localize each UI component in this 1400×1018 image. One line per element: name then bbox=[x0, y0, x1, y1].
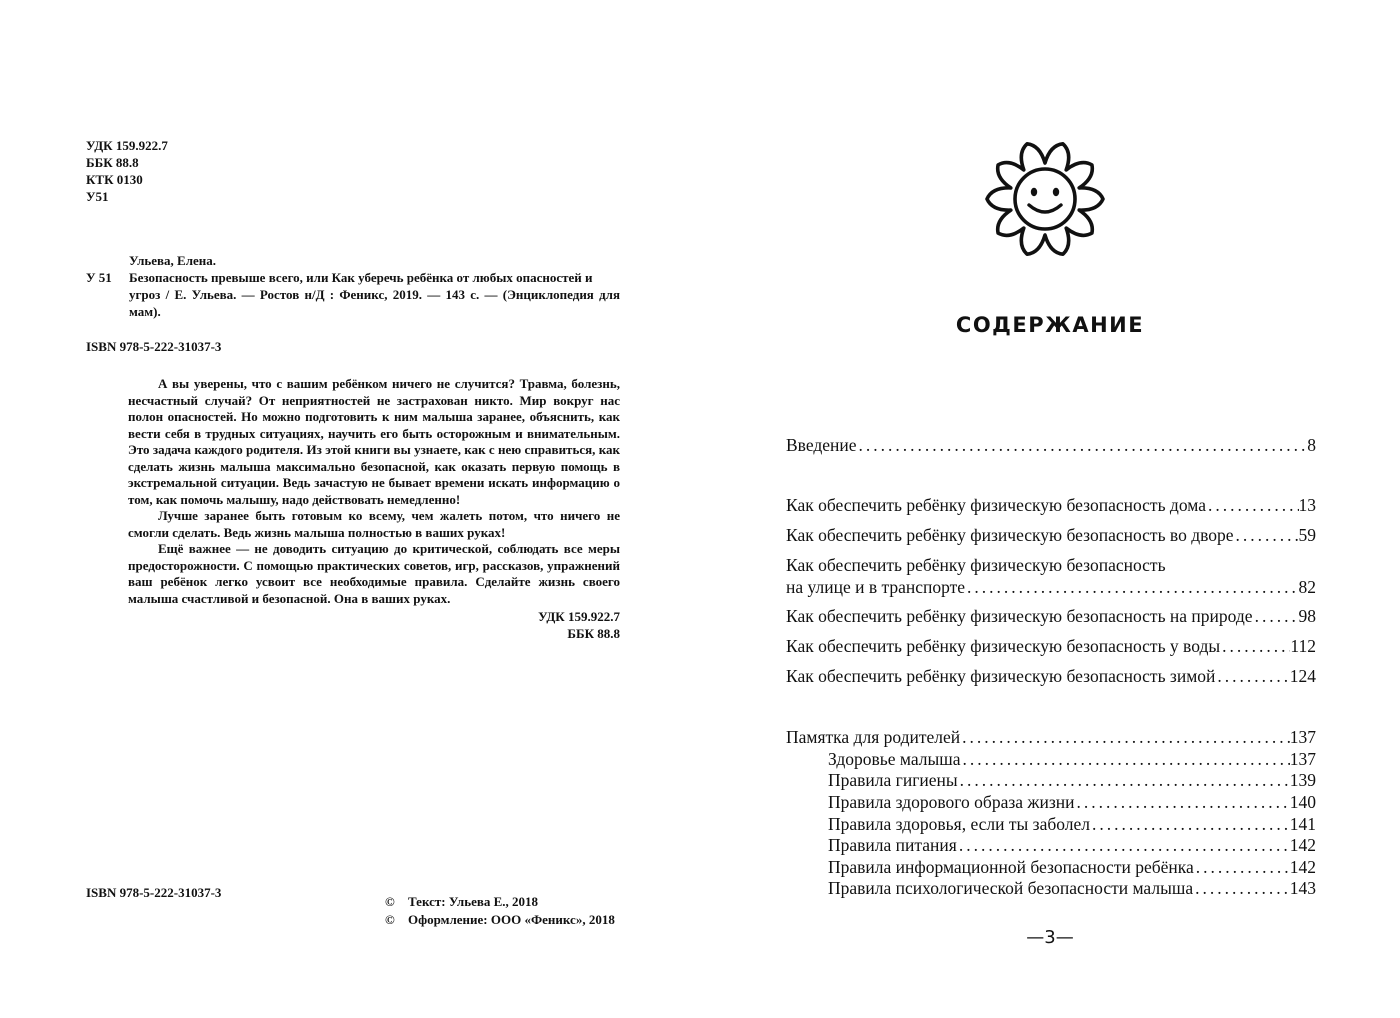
toc-entry-title: Как обеспечить ребёнку физическую безопасность дома bbox=[786, 495, 1206, 515]
isbn-bottom: ISBN 978-5-222-31037-3 bbox=[86, 885, 222, 900]
toc-entry-title: Как обеспечить ребёнку физическую безопасность во дворе bbox=[786, 525, 1234, 545]
toc-chapter[interactable] bbox=[786, 635, 1316, 657]
toc-entry-page: 142 bbox=[1289, 857, 1316, 877]
page-number: —3— bbox=[1026, 927, 1074, 948]
toc-entry-page: 141 bbox=[1289, 814, 1316, 834]
toc-entry-page: 139 bbox=[1289, 770, 1316, 790]
annotation-paragraph: Лучше заранее быть готовым ко всему, чем жалеть потом, что ничего не смогли сделать. Ведь жизнь малыша полностью в ваших руках! bbox=[128, 508, 620, 540]
toc-entry-page: 124 bbox=[1289, 666, 1316, 686]
toc-memo-item[interactable] bbox=[828, 813, 1316, 835]
toc-entry-title: Правила здоровья, если ты заболел bbox=[828, 814, 1091, 834]
toc-entry-title: Введение bbox=[786, 435, 857, 455]
toc-entry-title: Правила гигиены bbox=[828, 770, 958, 790]
toc-memo-item[interactable] bbox=[828, 856, 1316, 878]
ktk-code: КТК 0130 bbox=[86, 172, 143, 187]
toc-title: СОДЕРЖАНИЕ bbox=[955, 313, 1145, 337]
toc-memo-item[interactable] bbox=[828, 877, 1316, 899]
toc-chapter[interactable] bbox=[786, 554, 1316, 598]
udk-code: УДК 159.922.7 bbox=[86, 138, 168, 153]
toc-entry-title: Правила психологической безопасности малыша bbox=[828, 878, 1194, 898]
copyright-icon: © bbox=[385, 912, 395, 927]
bibliographic-entry bbox=[86, 252, 620, 320]
toc-entry-title: Как обеспечить ребёнку физическую безопасность зимой bbox=[786, 666, 1216, 686]
copyright-design-line bbox=[385, 911, 615, 929]
toc-entry-page: 143 bbox=[1289, 878, 1316, 898]
toc-leader bbox=[1090, 813, 1290, 835]
toc-leader bbox=[857, 434, 1308, 456]
toc-leader bbox=[1194, 856, 1290, 878]
toc-leader bbox=[1253, 605, 1299, 627]
toc-entry-page: 137 bbox=[1289, 727, 1316, 747]
toc-leader bbox=[960, 748, 1289, 770]
toc-entry-title-line1: Как обеспечить ребёнку физическую безопасность bbox=[786, 555, 1166, 575]
toc-entry-title: Правила здорового образа жизни bbox=[828, 792, 1075, 812]
author-name: Ульева, Елена. bbox=[129, 253, 217, 268]
toc-leader bbox=[1206, 494, 1299, 516]
toc-leader bbox=[1075, 791, 1290, 813]
bbk-code: ББК 88.8 bbox=[86, 155, 139, 170]
toc-entry-page: 137 bbox=[1289, 749, 1316, 769]
toc-leader bbox=[958, 769, 1290, 791]
toc-chapter[interactable] bbox=[786, 605, 1316, 627]
annotation-paragraph: А вы уверены, что с вашим ребёнком ничего не случится? Травма, болезнь, несчастный случай? От неприятностей не застрахован никто. Мир вокруг нас полон опасностей. Но можно подготовить к ним малыша заранее, объяснить, как вести себя в трудных ситуациях, научить его быть осторожным и внимательным. Это задача каждого родителя. Из этой книги вы узнаете, как с нею справиться, как сделать жизнь малыша максимально безопасной, как оказать первую помощь в экстремальной ситуации. Ведь зачастую не бывает времени искать информацию о том, как помочь малышу, надо действовать немедленно! bbox=[128, 376, 620, 507]
copyright-block bbox=[385, 893, 615, 929]
toc-chapter[interactable] bbox=[786, 665, 1316, 687]
toc-entry-title: Памятка для родителей bbox=[786, 727, 961, 747]
toc-entry-page: 8 bbox=[1307, 435, 1316, 455]
toc-entry-title: Правила информационной безопасности ребёнка bbox=[828, 857, 1194, 877]
toc-leader bbox=[1234, 524, 1299, 546]
toc-leader bbox=[1220, 635, 1290, 657]
copyright-text-line bbox=[385, 893, 615, 911]
toc-chapter[interactable] bbox=[786, 494, 1316, 516]
toc-entry-page: 59 bbox=[1298, 525, 1316, 545]
toc-memo-item[interactable] bbox=[828, 769, 1316, 791]
annotation-paragraph: Ещё важнее — не доводить ситуацию до критической, соблюдать все меры предосторожности. С помощью практических советов, игр, рассказов, упражнений ваш ребёнок легко усвоит все необходимые правила. Сделайте жизнь своего малыша счастливой и безопасной. Она в ваших руках. bbox=[128, 541, 620, 606]
annotation-udk: УДК 159.922.7 bbox=[538, 609, 620, 624]
toc-memo-item[interactable] bbox=[828, 791, 1316, 813]
entry-line-1: Безопасность превыше всего, или Как уберечь ребёнка от любых опасностей и bbox=[129, 270, 593, 285]
toc-chapter[interactable] bbox=[786, 524, 1316, 546]
toc-leader bbox=[1215, 665, 1289, 687]
toc-entry-page: 13 bbox=[1298, 495, 1316, 515]
copyright-icon: © bbox=[385, 894, 395, 909]
isbn-top: ISBN 978-5-222-31037-3 bbox=[86, 339, 222, 354]
toc-entry-page: 112 bbox=[1290, 636, 1316, 656]
smiling-flower-icon bbox=[983, 137, 1107, 261]
copyright-text: Текст: Ульева Е., 2018 bbox=[408, 894, 539, 909]
toc-memo-item[interactable] bbox=[828, 834, 1316, 856]
toc-entry-page: 98 bbox=[1298, 606, 1316, 626]
copyright-design: Оформление: ООО «Феникс», 2018 bbox=[408, 912, 615, 927]
annotation-codes bbox=[128, 609, 620, 642]
author-mark: У51 bbox=[86, 189, 109, 204]
toc-leader bbox=[960, 726, 1290, 748]
toc-entry-title: Правила питания bbox=[828, 835, 957, 855]
annotation-bbk: ББК 88.8 bbox=[567, 625, 620, 641]
toc-entry-title: Как обеспечить ребёнку физическую безопасность на природе bbox=[786, 606, 1253, 626]
classification-codes bbox=[86, 137, 168, 205]
toc-entry-title: Как обеспечить ребёнку физическую безопасность у воды bbox=[786, 636, 1221, 656]
toc-intro[interactable] bbox=[786, 434, 1316, 456]
toc-leader bbox=[957, 834, 1290, 856]
toc-memo-item[interactable] bbox=[828, 748, 1316, 770]
toc-entry-title: Здоровье малыша bbox=[828, 749, 961, 769]
entry-continuation: угроз / Е. Ульева. — Ростов н/Д : Феникс, 2019. — 143 с. — (Энциклопедия для мам). bbox=[129, 287, 620, 319]
toc-entry-title-line2: на улице и в транспорте bbox=[786, 577, 966, 597]
annotation bbox=[128, 376, 620, 642]
toc-entry-page: 140 bbox=[1289, 792, 1316, 812]
toc-leader bbox=[965, 576, 1298, 598]
toc-leader bbox=[1193, 877, 1290, 899]
toc-entry-page: 142 bbox=[1289, 835, 1316, 855]
toc-entry-page: 82 bbox=[1298, 577, 1316, 597]
toc-memo[interactable] bbox=[786, 726, 1316, 748]
entry-code: У 51 bbox=[86, 270, 112, 285]
